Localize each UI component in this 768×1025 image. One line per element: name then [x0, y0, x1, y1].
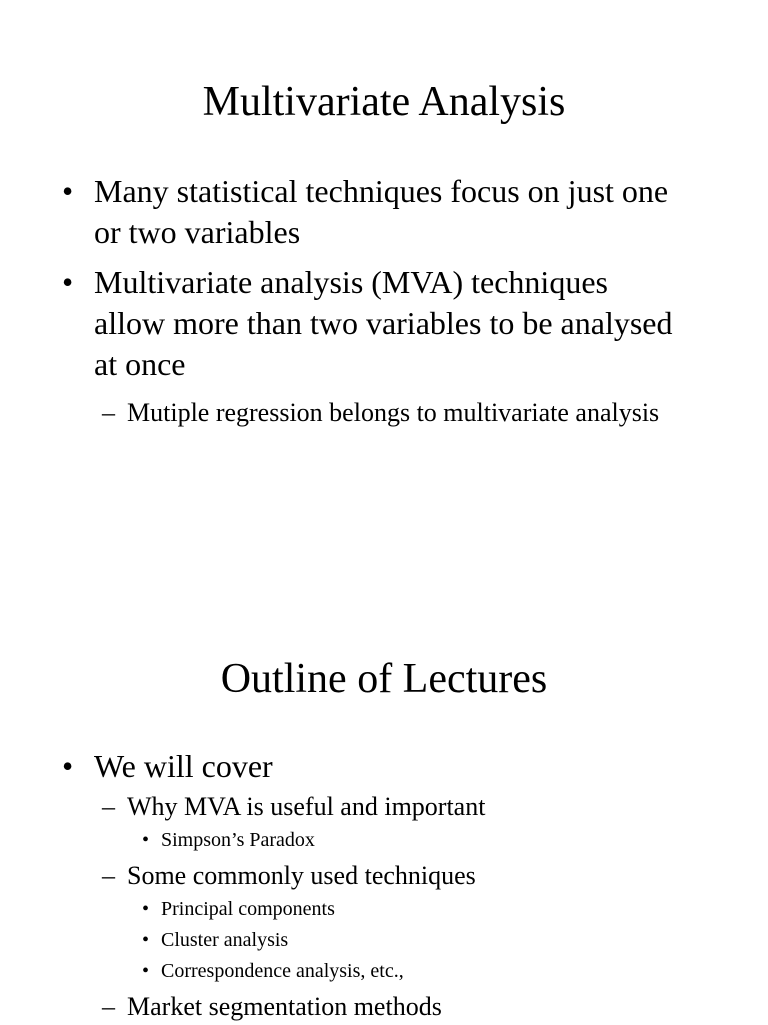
slide-title: Outline of Lectures — [220, 656, 548, 702]
bullet-item: • We will cover — [0, 746, 674, 787]
bullet-item: • Multivariate analysis (MVA) techniques allow more than two variables to be analysed at once — [0, 262, 674, 385]
slide-outline-of-lectures — [0, 512, 768, 1024]
sub-sub-bullet-item: • Simpson’s Paradox — [0, 825, 661, 856]
sub-sub-bullet-item: • Cluster analysis — [0, 925, 661, 956]
slide-multivariate-analysis — [0, 0, 768, 512]
sub-sub-bullet-item: • Principal components — [0, 894, 661, 925]
bullet-list — [0, 746, 768, 1025]
bullet-list — [0, 171, 768, 431]
sub-bullet-item: – Some commonly used techniques — [0, 858, 667, 894]
slide-title: Multivariate Analysis — [202, 79, 566, 125]
sub-bullet-item: – Mutiple regression belongs to multivariate analysis — [0, 395, 667, 431]
bullet-item: • Many statistical techniques focus on just one or two variables — [0, 171, 674, 253]
sub-bullet-item: – Market segmentation methods — [0, 989, 667, 1025]
sub-bullet-item: – Why MVA is useful and important — [0, 789, 667, 825]
sub-sub-bullet-item: • Correspondence analysis, etc., — [0, 956, 661, 987]
